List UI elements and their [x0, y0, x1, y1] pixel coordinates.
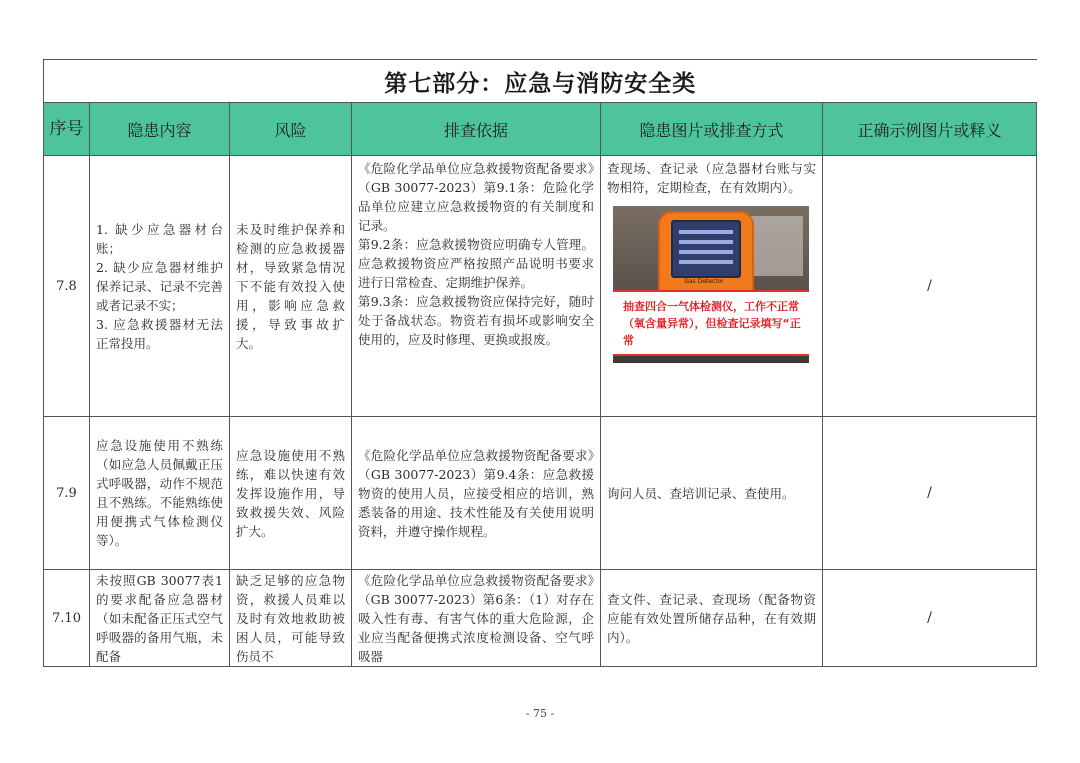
risk-cell: 缺乏足够的应急物资，救援人员难以及时有效地救助被困人员，可能导致伤员不	[236, 573, 345, 664]
header-index: 序号	[44, 103, 90, 156]
table-row	[44, 570, 1037, 667]
hazard-cell: 应急设施使用不熟练（如应急人员佩戴正压式呼吸器，动作不规范且不熟练。不能熟练使用便携式气体检测仪等）。	[90, 417, 230, 570]
risk-cell: 应急设施使用不熟练，难以快速有效发挥设施作用，导致救援失效、风险扩大。	[230, 417, 352, 570]
hazard-table	[43, 59, 1037, 667]
detector-brand: Gas Detector	[684, 278, 724, 285]
correct-cell: /	[823, 417, 1037, 570]
section-title: 第七部分：应急与消防安全类	[44, 60, 1037, 103]
correct-cell: /	[823, 570, 1037, 667]
document-sheet	[43, 59, 1036, 667]
row-index: 7.10	[44, 570, 90, 667]
risk-cell: 未及时维护保养和检测的应急救援器材，导致紧急情况下不能有效投入使用，影响应急救援，导致事故扩大。	[230, 156, 352, 417]
row-index: 7.9	[44, 417, 90, 570]
correct-cell: /	[823, 156, 1037, 417]
header-correct: 正确示例图片或释义	[823, 103, 1037, 156]
method-cell: 询问人员、查培训记录、查使用。	[601, 417, 823, 570]
basis-cell: 《危险化学品单位应急救援物资配备要求》（GB 30077-2023）第6条：（1）对存在吸入性有毒、有害气体的重大危险源，企业应当配备便携式浓度检测设备、空气呼吸器	[358, 573, 594, 664]
detector-screen	[671, 220, 741, 278]
row-index: 7.8	[44, 156, 90, 417]
header-risk: 风险	[230, 103, 352, 156]
basis-cell: 《危险化学品单位应急救援物资配备要求》（GB 30077-2023）第9.1条：危险化学品单位应建立应急救援物资的有关制度和记录。 第9.2条：应急救援物资应明确专人管理。应急救援物资应严格按照产品说明书要求进行日常检查、定期维护保养。 第9.3条：应急救援物资应保持完好，随时处于备战状态。物资若有损坏或影响安全使用的，应及时修理、更换或报废。	[352, 156, 601, 417]
table-row	[44, 417, 1037, 570]
method-text: 查现场、查记录（应急器材台账与实物相符，定期检查，在有效期内）。	[607, 161, 816, 195]
page-number: - 75 -	[525, 707, 555, 720]
header-method: 隐患图片或排查方式	[601, 103, 823, 156]
header-hazard: 隐患内容	[90, 103, 230, 156]
table-header-row	[44, 103, 1037, 156]
gas-detector-photo	[613, 206, 809, 363]
header-basis: 排查依据	[352, 103, 601, 156]
photo-caption: 抽查四合一气体检测仪，工作不正常（氧含量异常），但检查记录填写“正常	[613, 290, 809, 356]
table-row	[44, 156, 1037, 417]
method-cell: 查文件、查记录、查现场（配备物资应能有效处置所储存品种，在有效期内）。	[601, 570, 823, 667]
hazard-cell: 1. 缺少应急器材台账； 2. 缺少应急器材维护保养记录、记录不完善或者记录不实； 3. 应急救援器材无法正常投用。	[90, 156, 230, 417]
basis-cell: 《危险化学品单位应急救援物资配备要求》（GB 30077-2023）第9.4条：应急救援物资的使用人员，应接受相应的培训，熟悉装备的用途、技术性能及有关使用说明资料，并遵守操作规程。	[352, 417, 601, 570]
method-cell	[601, 156, 823, 417]
hazard-cell: 未按照GB 30077表1的要求配备应急器材（如未配备正压式空气呼吸器的备用气瓶，未配备	[96, 573, 223, 664]
